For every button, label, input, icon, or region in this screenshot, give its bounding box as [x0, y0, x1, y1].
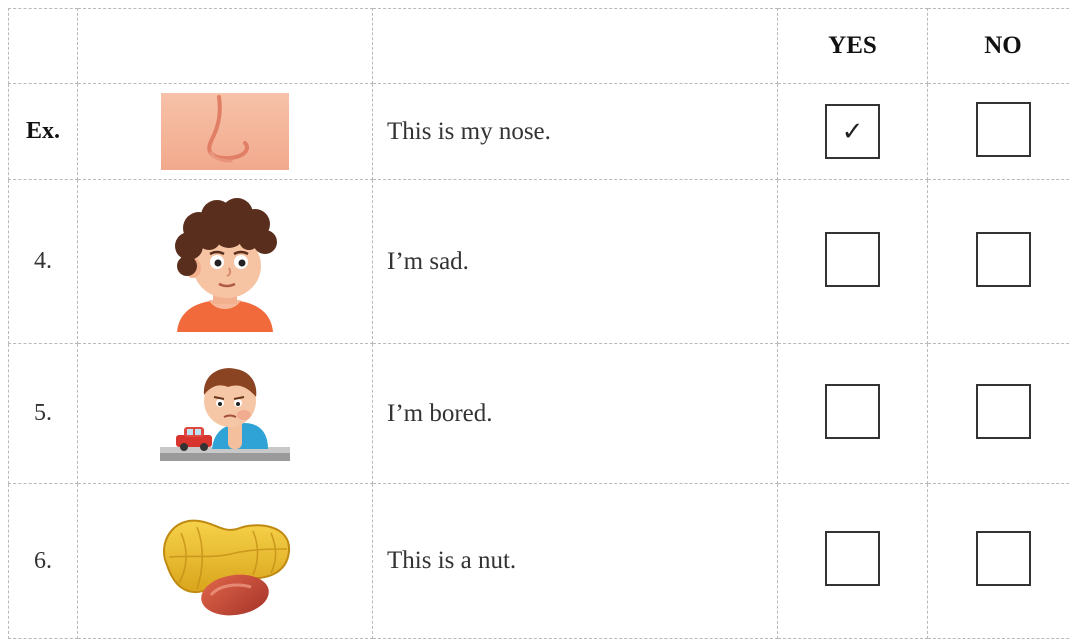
header-number-cell [9, 9, 78, 84]
yes-checkbox[interactable] [825, 232, 880, 287]
no-checkbox[interactable] [976, 102, 1031, 157]
table-row [9, 484, 1071, 639]
no-checkbox[interactable] [976, 531, 1031, 586]
table-row [9, 84, 1071, 180]
yes-no-table [8, 8, 1071, 639]
row-number: 6. [9, 484, 78, 639]
picture-cell [78, 84, 373, 180]
sentence-text: This is my nose. [373, 84, 778, 180]
yes-checkbox[interactable] [825, 384, 880, 439]
yes-cell [778, 84, 928, 180]
picture-cell [78, 484, 373, 639]
row-number: Ex. [9, 84, 78, 180]
header-picture-cell [78, 9, 373, 84]
no-checkbox[interactable] [976, 232, 1031, 287]
sentence-text: I’m sad. [373, 180, 778, 344]
row-number: 4. [9, 180, 78, 344]
row-number: 5. [9, 344, 78, 484]
no-cell [928, 484, 1071, 639]
peanut-image [153, 503, 297, 619]
sentence-text: I’m bored. [373, 344, 778, 484]
table-row [9, 344, 1071, 484]
yes-checkbox[interactable] [825, 531, 880, 586]
picture-cell [78, 180, 373, 344]
header-row [9, 9, 1071, 84]
nose-image [161, 93, 289, 170]
no-checkbox[interactable] [976, 384, 1031, 439]
bored-boy-at-desk-image [158, 361, 292, 467]
picture-cell [78, 344, 373, 484]
yes-cell [778, 344, 928, 484]
table-row [9, 180, 1071, 344]
curly-haired-boy-image [169, 192, 281, 332]
yes-column-header: YES [778, 9, 928, 84]
no-cell [928, 344, 1071, 484]
yes-cell [778, 180, 928, 344]
no-cell [928, 84, 1071, 180]
no-cell [928, 180, 1071, 344]
header-sentence-cell [373, 9, 778, 84]
no-column-header: NO [928, 9, 1071, 84]
sentence-text: This is a nut. [373, 484, 778, 639]
yes-checkbox[interactable]: ✓ [825, 104, 880, 159]
worksheet [8, 8, 1071, 638]
yes-cell [778, 484, 928, 639]
